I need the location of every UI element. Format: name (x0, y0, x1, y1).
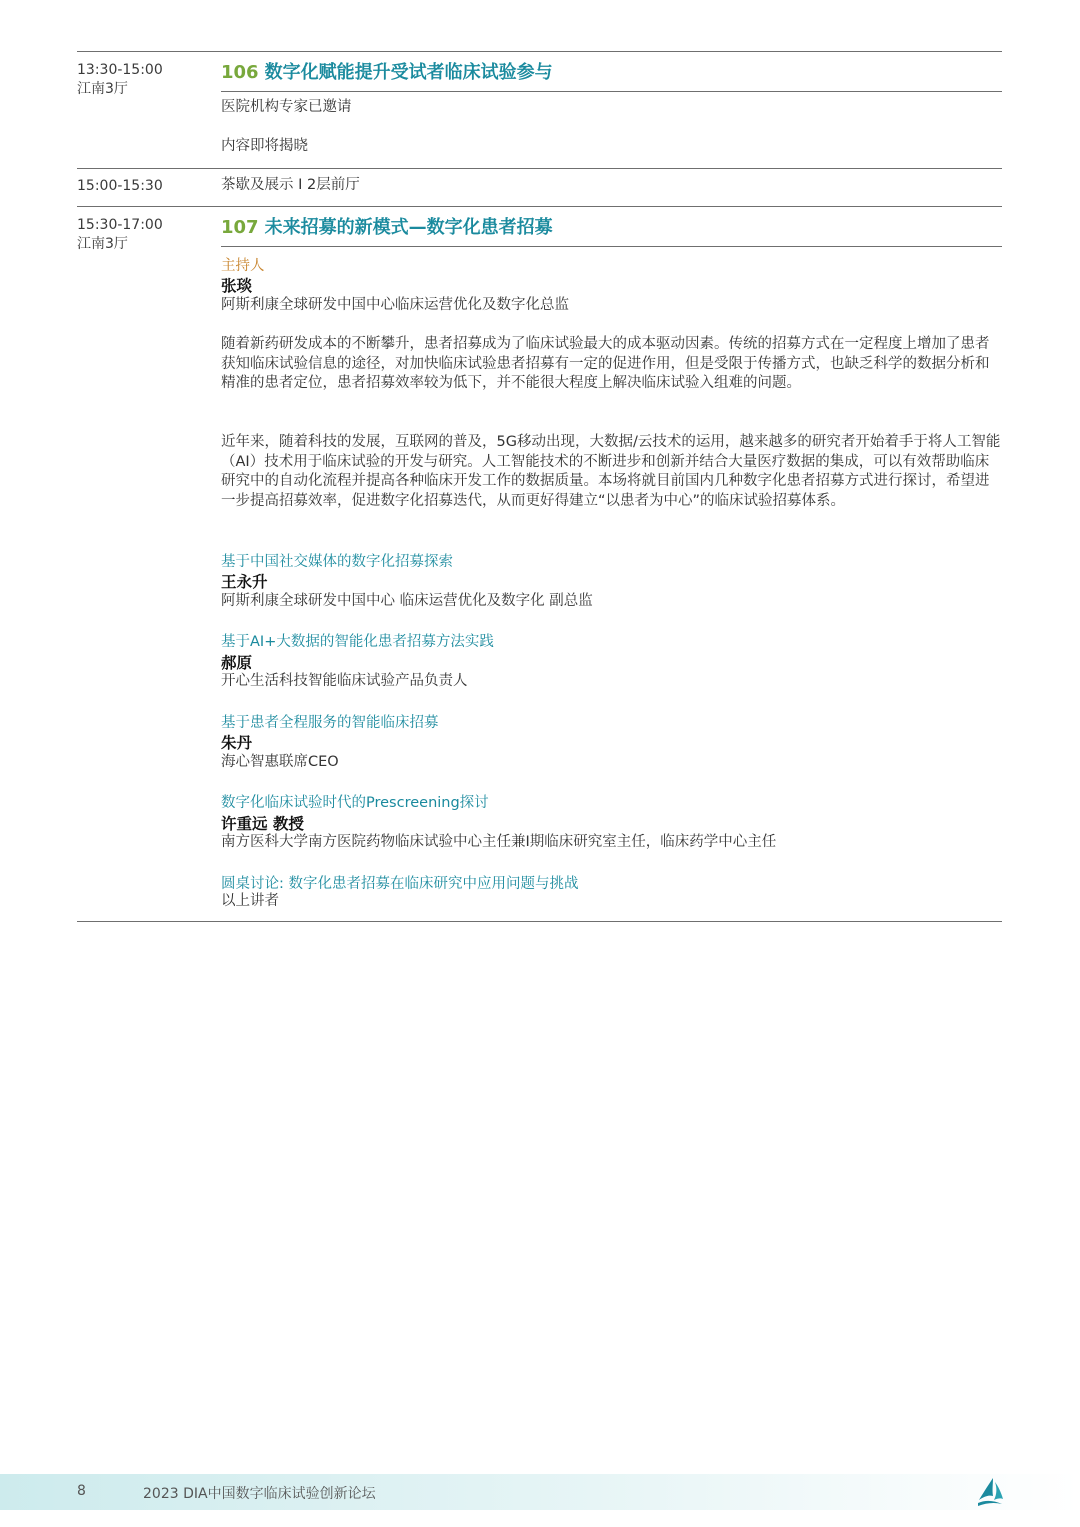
divider (221, 246, 1002, 247)
session-note: 内容即将揭晓 (221, 138, 308, 154)
session-number: 106 (221, 62, 259, 83)
host-affiliation: 阿斯利康全球研发中国中心临床运营优化及数字化总监 (221, 297, 569, 313)
session-number: 107 (221, 217, 259, 238)
session-note: 医院机构专家已邀请 (221, 99, 352, 115)
session-title-text: 未来招募的新模式—数字化患者招募 (264, 217, 553, 238)
talk-topic: 圆桌讨论: 数字化患者招募在临床研究中应用问题与挑战 (221, 876, 579, 892)
session-time: 15:30-17:00 (77, 217, 163, 233)
talk-affiliation: 南方医科大学南方医院药物临床试验中心主任兼Ι期临床研究室主任，临床药学中心主任 (221, 834, 777, 850)
session-room: 江南3厅 (77, 81, 128, 97)
talk-affiliation: 海心智惠联席CEO (221, 754, 339, 770)
divider (77, 168, 1002, 169)
talk-speaker: 王永升 (221, 573, 268, 591)
talk-affiliation: 以上讲者 (221, 893, 279, 909)
session-description: 随着新药研发成本的不断攀升，患者招募成为了临床试验最大的成本驱动因素。传统的招募方式在一定程度上增加了患者获知临床试验信息的途径，对加快临床试验患者招募有一定的促进作用，但是受限于传播方式，也缺乏科学的数据分析和精准的患者定位，患者招募效率较为低下，并不能很大程度上解决临床试验入组难的问题。 (221, 336, 990, 391)
divider (221, 91, 1002, 92)
session-room: 江南3厅 (77, 236, 128, 252)
page-number: 8 (77, 1483, 86, 1499)
talk-topic: 数字化临床试验时代的Prescreening探讨 (221, 795, 489, 811)
footer-title: 2023 DIA中国数字临床试验创新论坛 (143, 1486, 376, 1502)
divider (77, 51, 1002, 52)
talk-affiliation: 阿斯利康全球研发中国中心 临床运营优化及数字化 副总监 (221, 593, 593, 609)
divider (77, 921, 1002, 922)
talk-speaker: 朱丹 (221, 734, 253, 752)
session-description: 近年来，随着科技的发展，互联网的普及，5G移动出现，大数据/云技术的运用，越来越多的研究者开始着手于将人工智能（AI）技术用于临床试验的开发与研究。人工智能技术的不断进步和创新并结合大量医疗数据的集成，可以有效帮助临床研究中的自动化流程并提高各种临床开发工作的数据质量。本场将就目前国内几种数字化患者招募方式进行探讨，希望进一步提高招募效率，促进数字化招募迭代，从而更好得建立“以患者为中心”的临床试验招募体系。 (221, 434, 1001, 509)
session-time: 13:30-15:00 (77, 62, 163, 78)
talk-speaker: 郝原 (221, 654, 253, 672)
host-name: 张琰 (221, 277, 253, 295)
talk-speaker: 许重远 教授 (221, 815, 304, 833)
talk-affiliation: 开心生活科技智能临床试验产品负责人 (221, 673, 468, 689)
session-title (221, 58, 553, 84)
divider (77, 206, 1002, 207)
talk-topic: 基于AI+大数据的智能化患者招募方法实践 (221, 634, 494, 650)
session-title-text: 数字化赋能提升受试者临床试验参与 (264, 62, 553, 83)
dia-logo-icon (975, 1476, 1005, 1508)
talk-topic: 基于中国社交媒体的数字化招募探索 (221, 554, 453, 570)
session-title (221, 213, 553, 239)
host-label: 主持人 (221, 258, 265, 274)
break-text: 茶歇及展示 Ι 2层前厅 (221, 177, 360, 193)
break-time: 15:00-15:30 (77, 178, 163, 194)
talk-topic: 基于患者全程服务的智能临床招募 (221, 715, 439, 731)
